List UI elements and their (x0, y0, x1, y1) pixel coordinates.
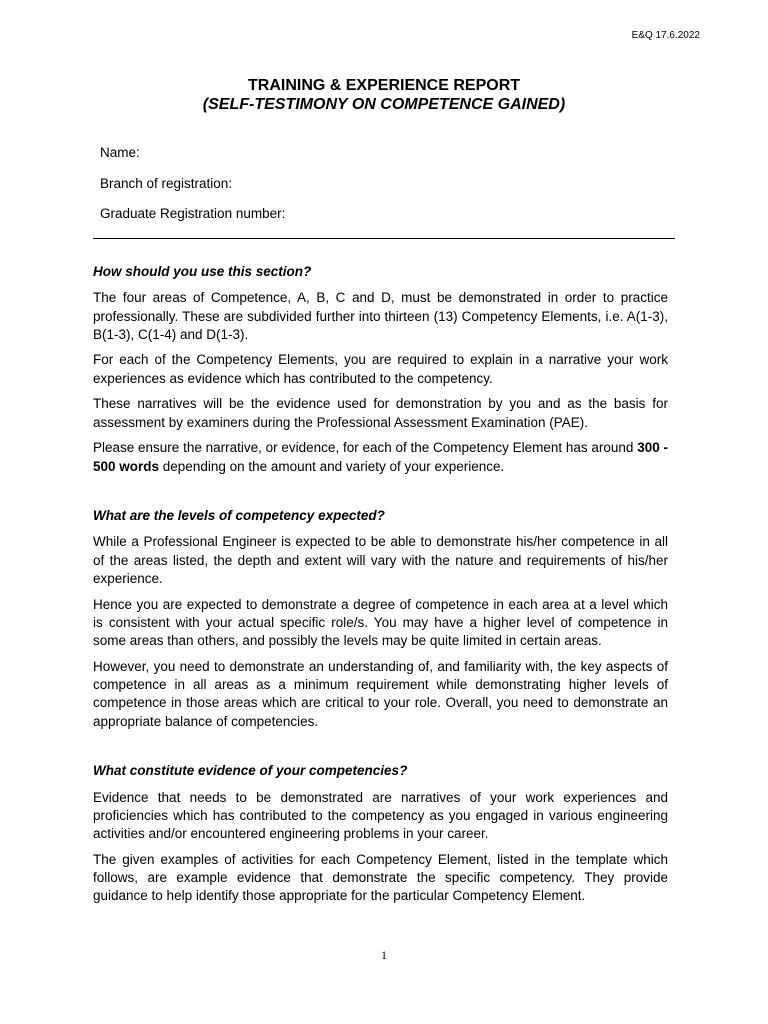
branch-field-label: Branch of registration: (100, 175, 233, 191)
title-block (93, 76, 675, 114)
section-levels (93, 507, 668, 731)
name-field-label: Name: (100, 145, 140, 160)
section-evidence (93, 762, 668, 905)
paragraph: These narratives will be the evidence used for demonstration by you and as the basis for assessment by examiners during the Professional Assessment Examination (PAE). (93, 396, 668, 430)
paragraph: The four areas of Competence, A, B, C and D, must be demonstrated in order to practice professionally. These are subdivided further into thirteen (13) Competency Elements, i.e. A(1-3), B(1-3), C(1-4) and D(1-3). (93, 290, 668, 342)
registration-number-field-label: Graduate Registration number: (100, 206, 286, 221)
word-count-text-after: depending on the amount and variety of your experience. (159, 458, 505, 474)
paragraph: Hence you are expected to demonstrate a degree of competence in each area at a level which is consistent with your actual specific role/s. You may have a higher level of competence in some areas than others, and possibly the levels may be quite limited in certain areas. (93, 596, 668, 649)
word-count-emphasis: 300 - 500 words (93, 440, 668, 474)
page-number: 1 (381, 948, 387, 962)
section-heading: How should you use this section? (93, 264, 312, 279)
divider-line (93, 238, 675, 239)
word-count-paragraph (93, 439, 668, 476)
document-reference: E&Q 17.6.2022 (631, 30, 700, 41)
section-spacer (93, 483, 668, 507)
section-usage (93, 263, 668, 476)
paragraph: However, you need to demonstrate an understanding of, and familiarity with, the key aspects of competence in all areas as a minimum requirement while demonstrating higher levels of competence in those areas which are critical to your role. Overall, you need to demonstrate an appropriate balance of competencies. (93, 658, 668, 729)
document-body (93, 263, 668, 913)
section-spacer (93, 738, 668, 762)
section-heading: What are the levels of competency expected? (93, 508, 385, 524)
document-title: TRAINING & EXPERIENCE REPORT (247, 77, 521, 94)
registration-fields (100, 144, 285, 236)
paragraph: The given examples of activities for each Competency Element, listed in the template which follows, are example evidence that demonstrate the specific competency. They provide guidance to help identify those appropriate for the particular Competency Element. (93, 851, 668, 904)
word-count-text-before: Please ensure the narrative, or evidence, for each of the Competency Element has around (93, 440, 638, 456)
paragraph: Evidence that needs to be demonstrated are narratives of your work experiences and proficiencies which has contributed to the competency as you engaged in various engineering activities and/or encountered engineering problems in your career. (93, 789, 668, 842)
section-heading: What constitute evidence of your competencies? (93, 763, 408, 779)
paragraph: For each of the Competency Elements, you are required to explain in a narrative your work experiences as evidence which has contributed to the competency. (93, 352, 668, 386)
document-subtitle: (SELF-TESTIMONY ON COMPETENCE GAINED) (202, 96, 566, 113)
paragraph: While a Professional Engineer is expected to be able to demonstrate his/her competence in all of the areas listed, the depth and extent will vary with the nature and requirements of his/her experience. (93, 534, 668, 587)
